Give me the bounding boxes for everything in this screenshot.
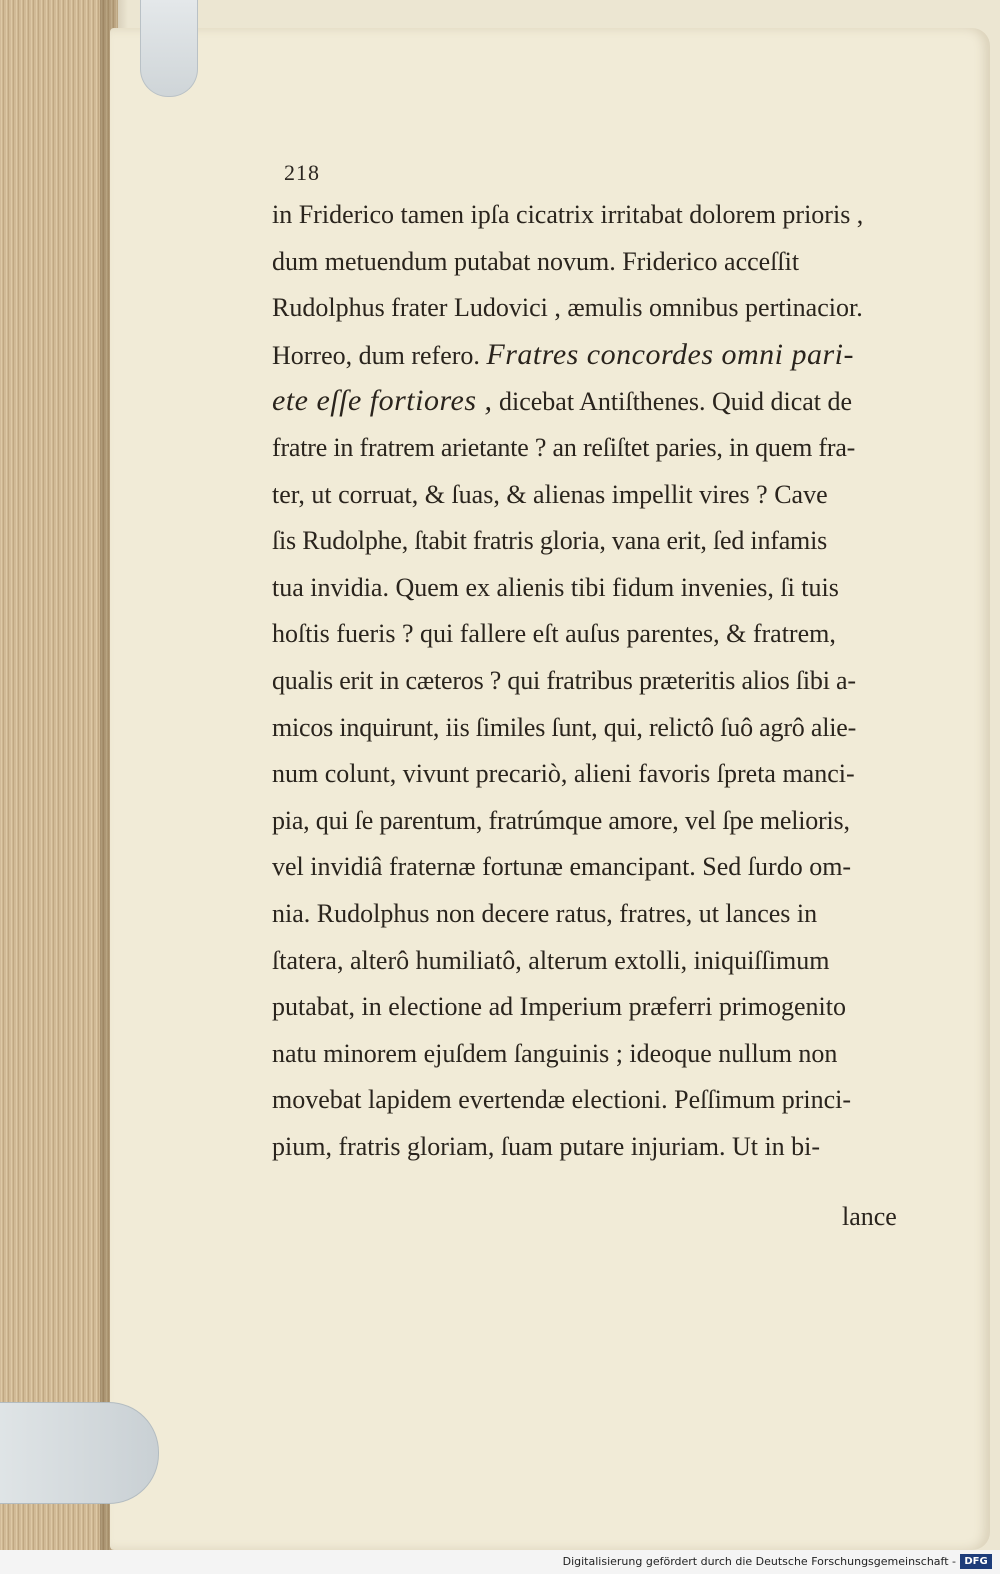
text-line: in Friderico tamen ipſa cicatrix irritabat dolorem prioris , (272, 200, 864, 229)
text-line: ter, ut corruat, & ſuas, & alienas impellit vires ? Cave (272, 479, 828, 509)
text-line: pium, fratris gloriam, ſuam putare injuriam. Ut in bi- (272, 1131, 821, 1161)
text-line: hoſtis fueris ? qui fallere eſt auſus parentes, & fratrem, (272, 619, 836, 649)
page-number: 218 (284, 160, 320, 185)
dfg-logo: DFG (960, 1554, 992, 1569)
text-line: putabat, in electione ad Imperium præferri primogenito (272, 992, 846, 1022)
text-line: fratre in fratrem arietante ? an reſiſtet paries, in quem fra- (272, 432, 856, 462)
text-line (272, 332, 940, 379)
text-line: micos inquirunt, iis ſimiles ſunt, qui, relictô ſuô agrô alie- (272, 712, 857, 742)
text-line: tua invidia. Quem ex alienis tibi fidum invenies, ſi tuis (272, 572, 839, 602)
italic-quote: ete eſſe fortiores , (272, 384, 493, 418)
text-segment: Horreo, dum refero. (272, 340, 480, 370)
catchword: lance (842, 1202, 897, 1231)
page-clip-bottom (0, 1402, 159, 1504)
funding-credit: Digitalisierung gefördert durch die Deutsche Forschungsgemeinschaft - (562, 1555, 956, 1568)
text-line: ſtatera, alterô humiliatô, alterum extolli, iniquiſſimum (272, 945, 830, 975)
text-segment: dicebat Antiſthenes. Quid dicat de (499, 387, 853, 417)
italic-quote: Fratres concordes omni pari- (486, 337, 854, 371)
text-line: qualis erit in cæteros ? qui fratribus præteritis alios ſibi a- (272, 665, 856, 695)
text-line: vel invidiâ fraternæ fortunæ emancipant. Sed ſurdo om- (272, 852, 852, 882)
page-clip-top (140, 0, 198, 97)
text-line: movebat lapidem evertendæ electioni. Peſſimum princi- (272, 1085, 852, 1115)
text-line: num colunt, vivunt precariò, alieni favoris ſpreta manci- (272, 759, 855, 789)
text-line: pia, qui ſe parentum, fratrúmque amore, vel ſpe melioris, (272, 805, 850, 835)
text-line: nia. Rudolphus non decere ratus, fratres, ut lances in (272, 898, 818, 928)
text-line: natu minorem ejuſdem ſanguinis ; ideoque nullum non (272, 1038, 838, 1068)
text-line: dum metuendum putabat novum. Friderico acceſſit (272, 246, 800, 276)
text-line: Rudolphus frater Ludovici , æmulis omnibus pertinacior. (272, 293, 863, 323)
digitization-footer (0, 1550, 1000, 1574)
text-line (272, 378, 940, 425)
text-line: ſis Rudolphe, ſtabit fratris gloria, vana erit, ſed infamis (272, 526, 828, 556)
body-text (272, 192, 940, 1170)
